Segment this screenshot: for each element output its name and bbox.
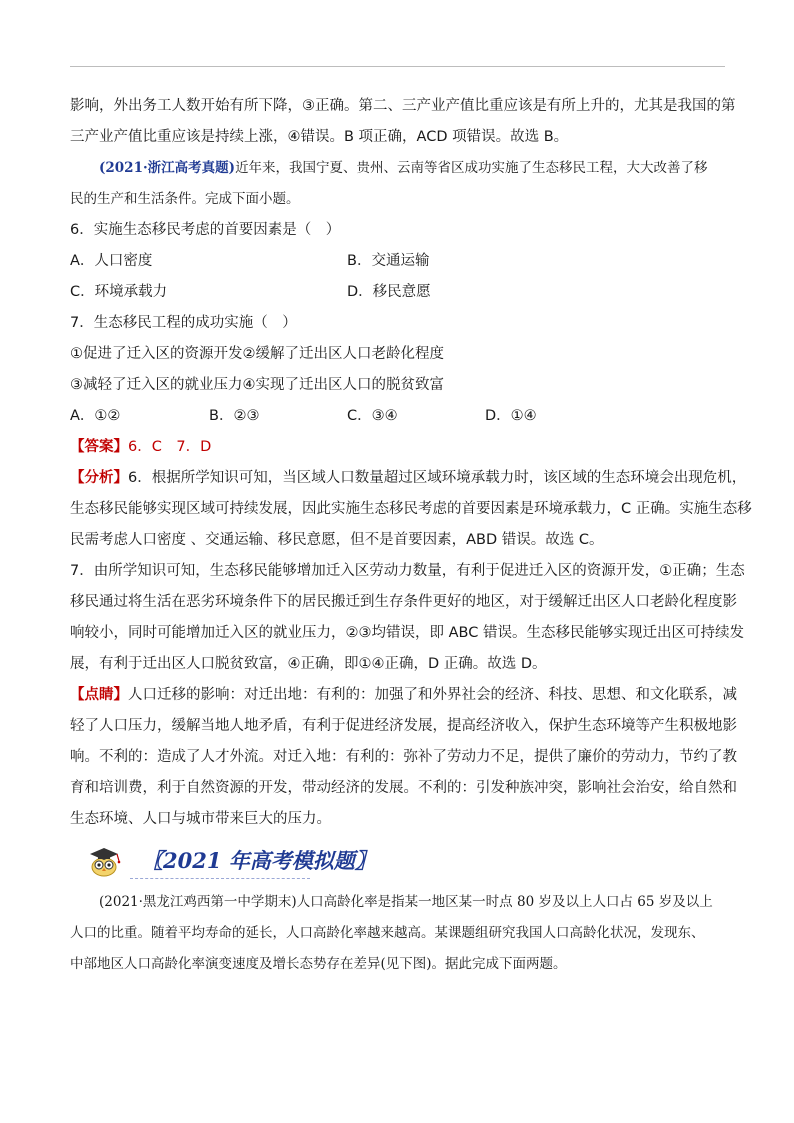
comment-line — [70, 680, 737, 711]
prev-explanation-line: 影响，外出务工人数开始有所下降，③正确。第二、三产业产值比重应该是有所上升的，尤其是我国的第 — [70, 98, 736, 114]
question-group-intro — [70, 887, 732, 918]
comment-line: 轻了人口压力，缓解当地人地矛盾，有利于促进经济发展，提高经济收入，保护生态环境等产生积极地影 — [70, 718, 737, 734]
question-7-statement: ③减轻了迁入区的就业压力④实现了迁出区人口的脱贫致富 — [70, 377, 444, 393]
comment-text: 人口迁移的影响：对迁出地：有利的：加强了和外界社会的经济、科技、思想、和文化联系，减 — [128, 687, 737, 703]
question-6-options-row1 — [70, 246, 732, 277]
section-title: 〖2021 年高考模拟题〗 — [142, 848, 376, 873]
intro-text: 民的生产和生活条件。完成下面小题。 — [70, 191, 300, 207]
comment-tag: 【点睛】 — [70, 687, 128, 703]
header-rule — [70, 66, 725, 67]
question-7-statement: ①促进了迁入区的资源开发②缓解了迁出区人口老龄化程度 — [70, 346, 444, 362]
question-7-options — [70, 401, 732, 432]
option-c: C．环境承载力 — [70, 284, 168, 300]
question-source: (2021·黑龙江鸡西第一中学期末) — [99, 894, 297, 910]
graduate-owl-icon — [86, 845, 122, 877]
answer-tag: 【答案】 — [70, 439, 128, 455]
analysis-line: 展，有利于迁出区人口脱贫致富，④正确，即①④正确，D 正确。故选 D。 — [70, 656, 547, 672]
option-a: A．①② — [70, 408, 121, 424]
comment-line: 响。不利的：造成了人才外流。对迁入地：有利的：弥补了劳动力不足，提供了廉价的劳动力，节约了教 — [70, 749, 737, 765]
question-7-stem: 7．生态移民工程的成功实施（ ） — [70, 315, 297, 331]
analysis-line: 响较小，同时可能增加迁入区的就业压力，②③均错误，即 ABC 错误。生态移民能够实现迁出区可持续发 — [70, 625, 744, 641]
intro-text: 人口的比重。随着平均寿命的延长，人口高龄化率越来越高。某课题组研究我国人口高龄化状况，发现东、 — [70, 925, 705, 941]
prev-explanation-line: 三产业产值比重应该是持续上涨，④错误。B 项正确，ACD 项错误。故选 B。 — [70, 129, 569, 145]
analysis-line: 7．由所学知识可知，生态移民能够增加迁入区劳动力数量，有利于促进迁入区的资源开发，①正确；生态 — [70, 563, 745, 579]
option-a: A．人口密度 — [70, 253, 153, 269]
document-body — [70, 91, 752, 980]
question-6-stem: 6．实施生态移民考虑的首要因素是（ ） — [70, 222, 341, 238]
option-c: C．③④ — [347, 408, 398, 424]
question-source: (2021·浙江高考真题) — [99, 160, 236, 176]
analysis-line: 民需考虑人口密度 、交通运输、移民意愿，但不是首要因素，ABD 错误。故选 C。 — [70, 532, 604, 548]
section-underline — [130, 877, 310, 879]
option-d: D．①④ — [485, 408, 537, 424]
option-b: B．②③ — [209, 408, 260, 424]
analysis-line: 移民通过将生活在恶劣环境条件下的居民搬迁到生存条件更好的地区，对于缓解迁出区人口老龄化程度影 — [70, 594, 737, 610]
intro-text: 中部地区人口高龄化率演变速度及增长态势存在差异(见下图)。据此完成下面两题。 — [70, 956, 567, 972]
answer-text: 6．C 7．D — [128, 439, 212, 455]
answer-line — [70, 432, 732, 463]
analysis-text: 6．根据所学知识可知，当区域人口数量超过区域环境承载力时，该区域的生态环境会出现危机， — [128, 470, 747, 486]
question-group-intro — [70, 153, 732, 184]
comment-line: 生态环境、人口与城市带来巨大的压力。 — [70, 811, 331, 827]
option-d: D．移民意愿 — [347, 284, 431, 300]
section-header — [70, 843, 732, 883]
analysis-line — [70, 463, 747, 494]
intro-text: 人口高龄化率是指某一地区某一时点 80 岁及以上人口占 65 岁及以上 — [296, 894, 713, 910]
question-6-options-row2 — [70, 277, 732, 308]
option-b: B．交通运输 — [347, 253, 430, 269]
analysis-tag: 【分析】 — [70, 470, 128, 486]
analysis-line: 生态移民能够实现区域可持续发展，因此实施生态移民考虑的首要因素是环境承载力，C 正确。实施生态移 — [70, 501, 752, 517]
intro-text: 近年来，我国宁夏、贵州、云南等省区成功实施了生态移民工程，大大改善了移 — [235, 160, 708, 176]
comment-line: 育和培训费，利于自然资源的开发，带动经济的发展。不利的：引发种族冲突，影响社会治安，给自然和 — [70, 780, 737, 796]
